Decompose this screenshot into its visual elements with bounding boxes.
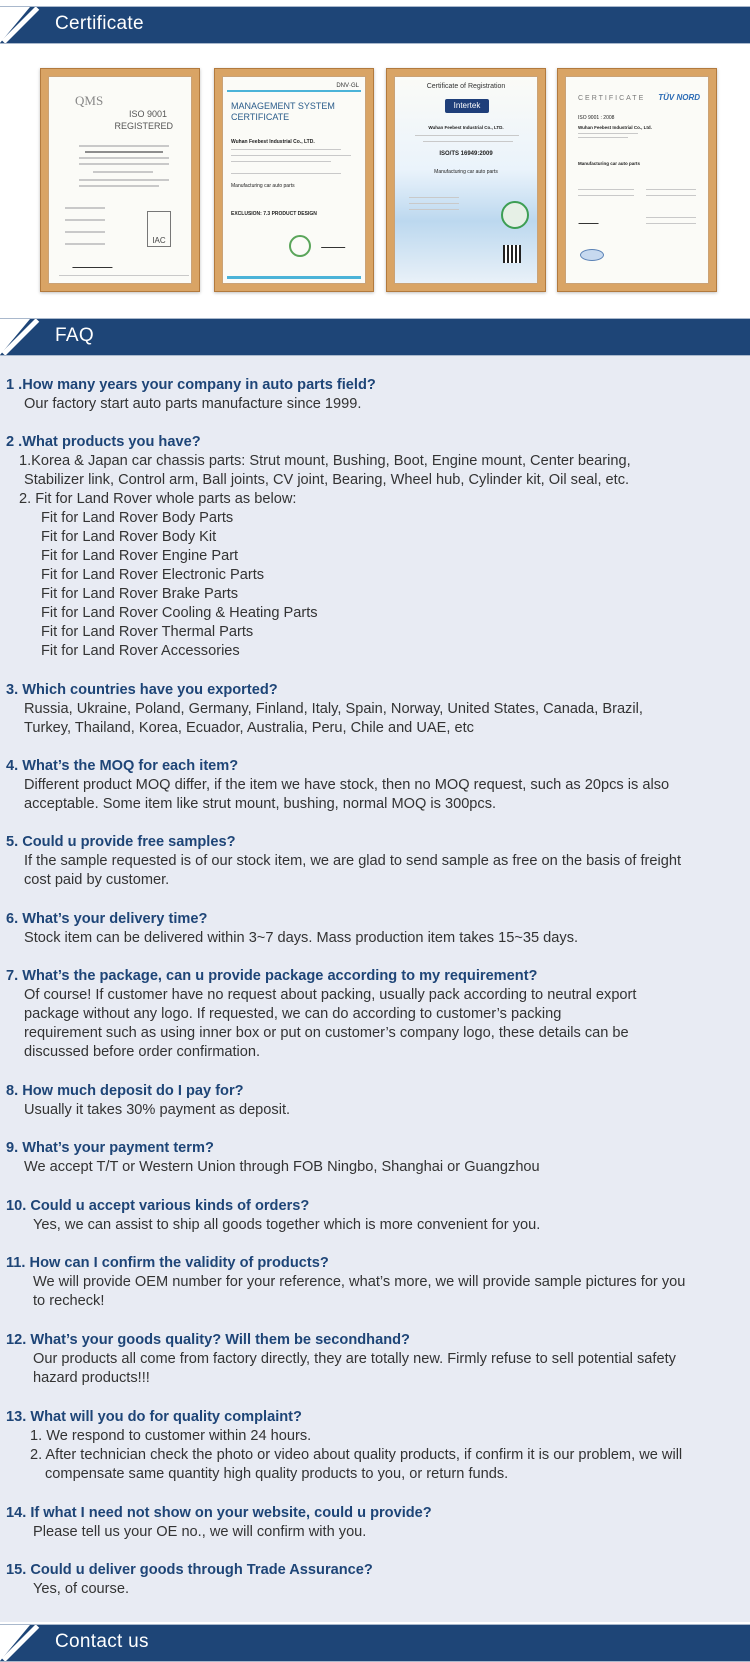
- dnvgl-header: DNV·GL: [336, 83, 359, 89]
- cert-company: Wuhan Feebest Industrial Co., LTD.: [428, 125, 504, 130]
- faq-answer-line: Usually it takes 30% payment as deposit.: [24, 1102, 291, 1118]
- faq-answer-line: Our factory start auto parts manufacture since 1999.: [24, 396, 362, 412]
- faq-answer-line: Turkey, Thailand, Korea, Ecuador, Australia, Peru, Chile and UAE, etc: [24, 720, 474, 736]
- faq-answer-line: discussed before order confirmation.: [24, 1044, 261, 1060]
- faq-question: 11. How can I confirm the validity of products?: [6, 1255, 329, 1271]
- cert-scope: Manufacturing car auto parts: [231, 183, 295, 189]
- certificate-section-title: Certificate: [55, 13, 144, 34]
- cert-title-line2: REGISTERED: [114, 121, 173, 131]
- faq-answer-line: Fit for Land Rover Accessories: [41, 643, 240, 659]
- faq-answer-line: Fit for Land Rover Cooling & Heating Parts: [41, 605, 318, 621]
- certificate-iso9001[interactable]: [40, 68, 200, 292]
- certificate-section-banner: [0, 6, 750, 44]
- faq-question: 14. If what I need not show on your website, could u provide?: [6, 1505, 432, 1521]
- signature-icon: [72, 253, 117, 268]
- cert-company: Wuhan Feebest Industrial Co., Ltd.: [578, 125, 652, 130]
- cert-scope: Manufacturing car auto parts: [434, 169, 498, 175]
- faq-answer-line: package without any logo. If requested, we can do according to customer’s packing: [24, 1006, 562, 1022]
- faq-section-banner: [0, 318, 750, 356]
- globe-seal-icon: [501, 201, 529, 229]
- faq-answer-line: hazard products!!!: [33, 1370, 150, 1386]
- faq-answer-line: 2. Fit for Land Rover whole parts as below:: [19, 491, 297, 507]
- faq-answer-line: acceptable. Some item like strut mount, bushing, normal MOQ is 300pcs.: [24, 796, 497, 812]
- faq-answer-line: Fit for Land Rover Body Kit: [41, 529, 217, 545]
- cert-title: Certificate of Registration: [426, 83, 506, 90]
- faq-answer-line: Please tell us your OE no., we will confirm with you.: [33, 1524, 367, 1540]
- faq-question: 8. How much deposit do I pay for?: [6, 1083, 244, 1099]
- faq-question: 3. Which countries have you exported?: [6, 682, 278, 698]
- cert-title-line2: CERTIFICATE: [231, 112, 290, 122]
- certificates-gallery: [0, 44, 750, 318]
- faq-question: 5. Could u provide free samples?: [6, 834, 236, 850]
- faq-question: 1 .How many years your company in auto parts field?: [6, 377, 376, 393]
- faq-question: 10. Could u accept various kinds of orders?: [6, 1198, 310, 1214]
- intertek-logo: Intertek: [445, 99, 489, 113]
- faq-answer-line: Different product MOQ differ, if the item we have stock, then no MOQ request, such as 20pcs is also: [24, 777, 670, 793]
- signature-icon: [321, 237, 349, 248]
- qms-logo: QMS: [75, 93, 104, 108]
- faq-answer-line: Our products all come from factory directly, they are totally new. Firmly refuse to sell potential safety: [33, 1351, 676, 1367]
- faq-answer-line: Fit for Land Rover Thermal Parts: [41, 624, 254, 640]
- certificate-intertek[interactable]: [386, 68, 546, 292]
- faq-answer-line: 2. After technician check the photo or video about quality products, if confirm it is our problem, we will: [30, 1447, 683, 1463]
- cert-standard: ISO 9001 : 2008: [578, 115, 615, 121]
- faq-answer-line: We accept T/T or Western Union through FOB Ningbo, Shanghai or Guangzhou: [24, 1159, 540, 1175]
- faq-section-title: FAQ: [55, 325, 94, 346]
- faq-question: 4. What’s the MOQ for each item?: [6, 758, 239, 774]
- tuv-nord-logo: TÜV NORD: [658, 93, 700, 102]
- faq-answer-line: to recheck!: [33, 1293, 105, 1309]
- cert-title-line1: ISO 9001: [128, 109, 167, 119]
- faq-answer-line: cost paid by customer.: [24, 872, 170, 888]
- faq-answer-line: We will provide OEM number for your reference, what’s more, we will provide sample pictures for you: [33, 1274, 686, 1290]
- faq-question: 2 .What products you have?: [6, 434, 201, 450]
- faq-question: 7. What’s the package, can u provide package according to my requirement?: [6, 968, 538, 984]
- faq-answer-line: Fit for Land Rover Engine Part: [41, 548, 239, 564]
- faq-question: 15. Could u deliver goods through Trade Assurance?: [6, 1562, 373, 1578]
- faq-answer-line: Of course! If customer have no request about packing, usually pack according to neutral export: [24, 987, 637, 1003]
- cert-scope: Manufacturing car auto parts: [578, 161, 641, 166]
- cert-title: CERTIFICATE: [578, 95, 646, 102]
- faq-answer-line: Stabilizer link, Control arm, Ball joints, CV joint, Bearing, Wheel hub, Cylinder kit, Oil seal, etc.: [24, 472, 630, 488]
- seal-icon: [289, 235, 311, 257]
- faq-answer-line: compensate same quantity high quality products to you, or return funds.: [45, 1466, 509, 1482]
- contact-section-title: Contact us: [55, 1631, 149, 1652]
- faq-question: 13. What will you do for quality complaint?: [6, 1409, 302, 1425]
- signature-icon: [578, 215, 601, 224]
- faq-answer-line: requirement such as using inner box or put on customer’s company logo, these details can be: [24, 1025, 629, 1041]
- accreditation-seal-icon: [580, 249, 604, 261]
- iac-seal: IAC: [147, 211, 171, 247]
- faq-answer-line: 1. We respond to customer within 24 hours.: [30, 1428, 312, 1444]
- faq-answer-line: Stock item can be delivered within 3~7 days. Mass production item takes 15~35 days.: [24, 930, 579, 946]
- certificate-dnvgl[interactable]: [214, 68, 374, 292]
- faq-answer-line: Fit for Land Rover Electronic Parts: [41, 567, 265, 583]
- faq-answer-line: Yes, of course.: [33, 1581, 129, 1597]
- faq-answer-line: Russia, Ukraine, Poland, Germany, Finland, Italy, Spain, Norway, United States, Canada, Brazil,: [24, 701, 643, 717]
- faq-answer-line: If the sample requested is of our stock item, we are glad to send sample as free on the basis of freight: [24, 853, 682, 869]
- faq-question: 12. What’s your goods quality? Will them be secondhand?: [6, 1332, 410, 1348]
- cert-standard: ISO/TS 16949:2009: [439, 151, 493, 157]
- faq-answer-line: 1.Korea & Japan car chassis parts: Strut mount, Bushing, Boot, Engine mount, Center bearing,: [19, 453, 631, 469]
- certificate-tuvnord[interactable]: [557, 68, 717, 292]
- cert-company: Wuhan Feebest Industrial Co., LTD.: [231, 139, 315, 145]
- faq-list: [0, 356, 750, 1622]
- faq-answer-line: Fit for Land Rover Brake Parts: [41, 586, 239, 602]
- faq-question: 9. What’s your payment term?: [6, 1140, 214, 1156]
- cert-title-line1: MANAGEMENT SYSTEM: [231, 101, 335, 111]
- cert-exclusion: EXCLUSION: 7.3 PRODUCT DESIGN: [231, 211, 317, 217]
- faq-question: 6. What’s your delivery time?: [6, 911, 208, 927]
- qr-code-icon: [503, 245, 521, 263]
- faq-answer-line: Fit for Land Rover Body Parts: [41, 510, 234, 526]
- faq-answer-line: Yes, we can assist to ship all goods together which is more convenient for you.: [33, 1217, 541, 1233]
- contact-section-banner: [0, 1624, 750, 1662]
